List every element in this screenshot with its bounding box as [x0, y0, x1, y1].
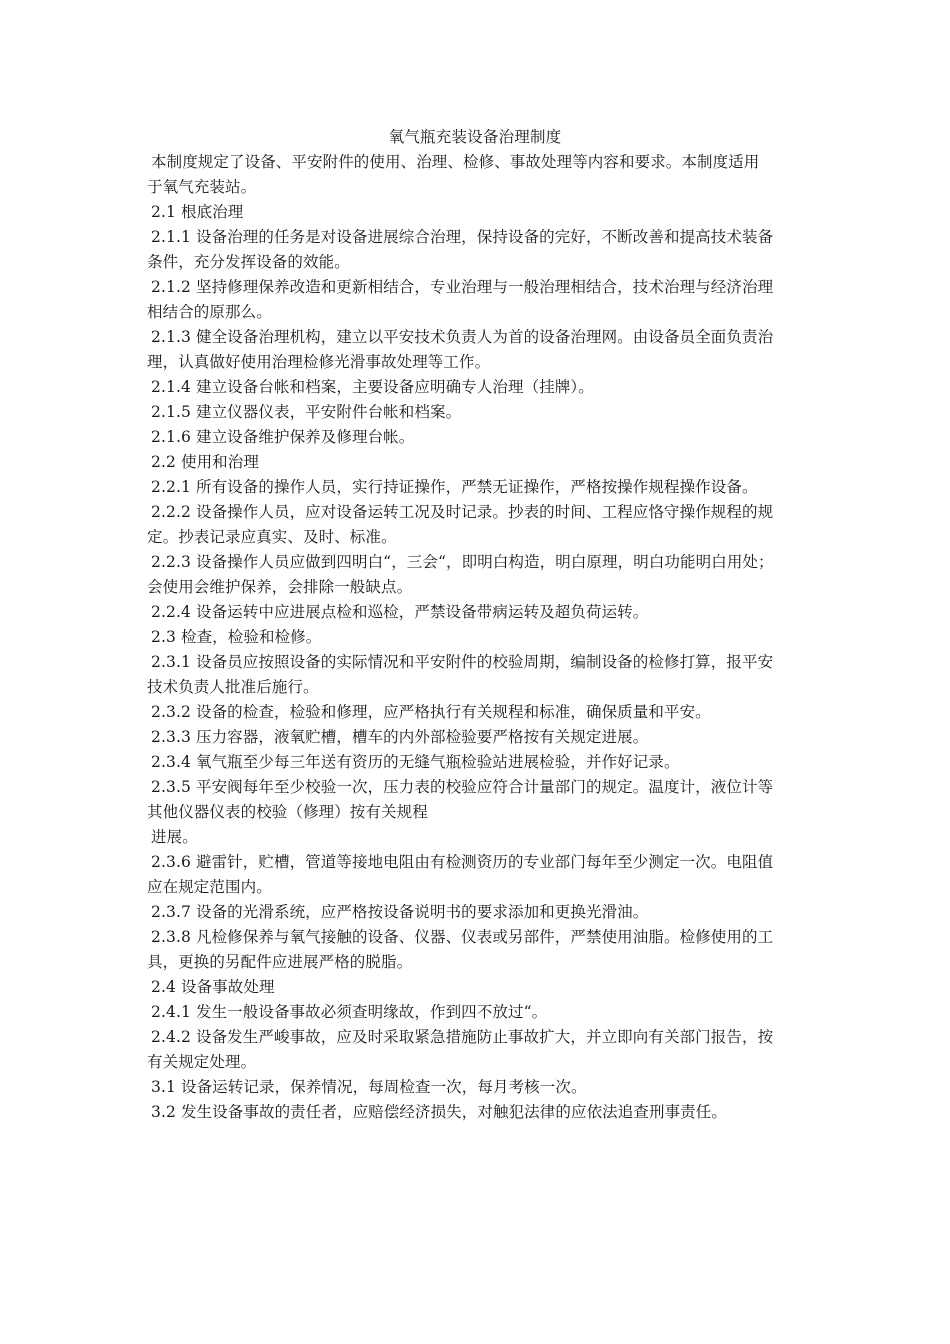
paragraph-line: 2.4.1 发生一般设备事故必须查明缘故，作到四不放过“。 [151, 1003, 548, 1021]
document-paragraph [144, 850, 818, 900]
paragraph-line: 2.2.1 所有设备的操作人员，实行持证操作，严禁无证操作，严格按操作规程操作设备。 [151, 478, 758, 496]
paragraph-line: 会使用会维护保养，会排除一般缺点。 [147, 578, 413, 596]
paragraph-line: 2.3.4 氧气瓶至少每三年送有资历的无缝气瓶检验站进展检验，并作好记录。 [151, 753, 680, 771]
paragraph-line: 于氧气充装站。 [147, 178, 257, 196]
paragraph-line: 理，认真做好使用治理检修光滑事故处理等工作。 [147, 353, 491, 371]
document-paragraph [144, 775, 818, 825]
paragraph-line: 2.3 检查，检验和检修。 [151, 628, 322, 646]
paragraph-line: 2.1.1 设备治理的任务是对设备进展综合治理，保持设备的完好，不断改善和提高技术装备 [151, 228, 774, 246]
paragraph-line: 条件，充分发挥设备的效能。 [147, 253, 350, 271]
document-paragraph [144, 450, 818, 475]
paragraph-line: 2.1.5 建立仪器仪表，平安附件台帐和档案。 [151, 403, 462, 421]
document-paragraph [144, 975, 818, 1000]
document-paragraph [144, 1025, 818, 1075]
document-paragraph [144, 1075, 818, 1100]
paragraph-line: 2.1.2 坚持修理保养改造和更新相结合，专业治理与一般治理相结合，技术治理与经济治理 [151, 278, 774, 296]
document-title: 氧气瓶充装设备治理制度 [388, 128, 562, 146]
paragraph-line: 技术负责人批准后施行。 [147, 678, 319, 696]
document-paragraph [144, 625, 818, 650]
document-paragraph [144, 825, 818, 850]
document-paragraph [144, 150, 818, 200]
paragraph-line: 2.1.3 健全设备治理机构，建立以平安技术负责人为首的设备治理网。由设备员全面负责治 [151, 328, 774, 346]
paragraph-line: 2.2.3 设备操作人员应做到四明白“，三会“，即明白构造，明白原理，明白功能明白用处； [151, 553, 774, 571]
paragraph-line: 2.3.8 凡检修保养与氧气接触的设备、仪器、仪表或另部件，严禁使用油脂。检修使用的工 [151, 928, 774, 946]
paragraph-line: 2.2.4 设备运转中应进展点检和巡检，严禁设备带病运转及超负荷运转。 [151, 603, 649, 621]
document-paragraph [144, 925, 818, 975]
document-paragraph [144, 600, 818, 625]
document-paragraph [144, 550, 818, 600]
paragraph-line: 3.2 发生设备事故的责任者，应赔偿经济损失，对触犯法律的应依法追查刑事责任。 [151, 1103, 727, 1121]
document-paragraph [144, 725, 818, 750]
document-paragraph [144, 500, 818, 550]
document-paragraph [144, 475, 818, 500]
paragraph-line: 2.3.5 平安阀每年至少校验一次，压力表的校验应符合计量部门的规定。温度计，液位计等 [151, 778, 774, 796]
document-body [144, 150, 818, 1125]
document-paragraph [144, 425, 818, 450]
paragraph-line: 2.2 使用和治理 [151, 453, 259, 471]
document-paragraph [144, 225, 818, 275]
paragraph-line: 2.2.2 设备操作人员，应对设备运转工况及时记录。抄表的时间、工程应恪守操作规程的规 [151, 503, 774, 521]
document-paragraph [144, 900, 818, 925]
paragraph-line: 定。抄表记录应真实、及时、标准。 [147, 528, 397, 546]
paragraph-line: 2.1.6 建立设备维护保养及修理台帐。 [151, 428, 415, 446]
document-paragraph [144, 275, 818, 325]
paragraph-line: 应在规定范围内。 [147, 878, 272, 896]
paragraph-line: 2.1 根底治理 [151, 203, 244, 221]
document-paragraph [144, 325, 818, 375]
paragraph-line: 具，更换的另配件应进展严格的脱脂。 [147, 953, 413, 971]
paragraph-line: 相结合的原那么。 [147, 303, 272, 321]
paragraph-line: 2.3.7 设备的光滑系统，应严格按设备说明书的要求添加和更换光滑油。 [151, 903, 649, 921]
paragraph-line: 2.3.1 设备员应按照设备的实际情况和平安附件的校验周期，编制设备的检修打算，报平安 [151, 653, 774, 671]
document-paragraph [144, 650, 818, 700]
paragraph-line: 进展。 [151, 828, 198, 846]
document-paragraph [144, 1000, 818, 1025]
document-paragraph [144, 400, 818, 425]
paragraph-line: 2.3.6 避雷针，贮槽，管道等接地电阻由有检测资历的专业部门每年至少测定一次。电阻值 [151, 853, 774, 871]
paragraph-line: 本制度规定了设备、平安附件的使用、治理、检修、事故处理等内容和要求。本制度适用 [151, 153, 760, 171]
document-paragraph [144, 1100, 818, 1125]
paragraph-line: 2.3.3 压力容器，液氧贮槽，槽车的内外部检验要严格按有关规定进展。 [151, 728, 649, 746]
paragraph-line: 2.3.2 设备的检查，检验和修理，应严格执行有关规程和标准，确保质量和平安。 [151, 703, 711, 721]
document-paragraph [144, 700, 818, 725]
paragraph-line: 其他仪器仪表的校验（修理）按有关规程 [147, 803, 428, 821]
paragraph-line: 2.4.2 设备发生严峻事故，应及时采取紧急措施防止事故扩大，并立即向有关部门报告，按 [151, 1028, 774, 1046]
paragraph-line: 3.1 设备运转记录，保养情况，每周检查一次，每月考核一次。 [151, 1078, 587, 1096]
paragraph-line: 2.4 设备事故处理 [151, 978, 275, 996]
document-paragraph [144, 750, 818, 775]
document-paragraph [144, 375, 818, 400]
paragraph-line: 2.1.4 建立设备台帐和档案，主要设备应明确专人治理（挂牌）。 [151, 378, 594, 396]
paragraph-line: 有关规定处理。 [147, 1053, 257, 1071]
document-paragraph [144, 200, 818, 225]
